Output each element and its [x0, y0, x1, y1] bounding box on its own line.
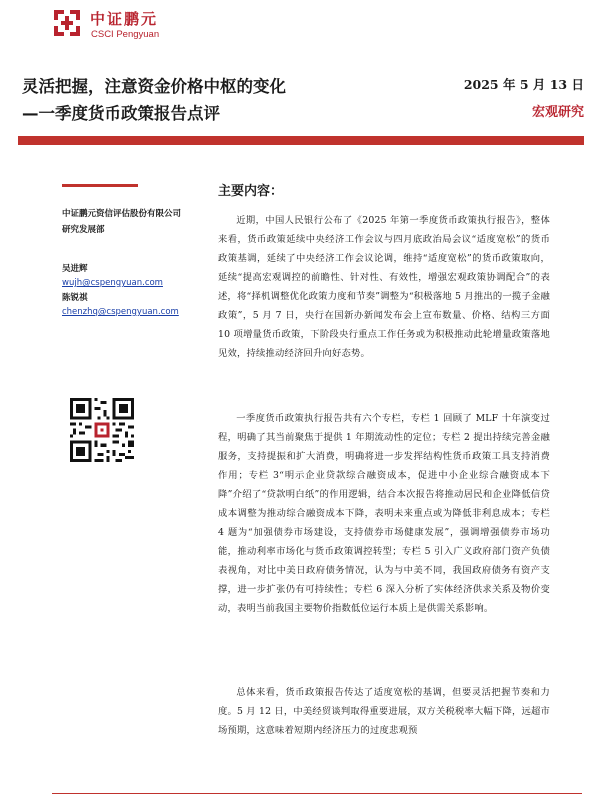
analyst-name: 吴进辉: [62, 264, 88, 274]
org-name: 中证鹏元资信评估股份有限公司: [62, 209, 182, 219]
paragraph: [218, 409, 550, 618]
sidebar-accent-line: [62, 184, 138, 187]
analyst-name: 陈锐祺: [62, 293, 88, 303]
brand-name-en: CSCI Pengyuan: [91, 29, 160, 40]
organization: [62, 206, 202, 238]
analyst-1: [62, 262, 163, 290]
report-date: 2025 年 5 月 13 日: [463, 77, 584, 92]
report-meta: [464, 75, 584, 120]
paragraph: [218, 683, 550, 740]
qr-code-icon: [70, 398, 134, 462]
report-title-line1: 灵活把握，注意资金价格中枢的变化: [22, 77, 286, 96]
analyst-email-link[interactable]: wujh@cspengyuan.com: [62, 278, 163, 288]
header-divider: [18, 136, 584, 145]
csci-logo-icon: [52, 6, 82, 40]
analyst-2: [62, 291, 179, 319]
paragraph-text: 近期，中国人民银行公布了《2025 年第一季度货币政策执行报告》，整体来看，货币政策延续中央经济工作会议与四月底政治局会议“适度宽松”的货币政策基调，延续了中央经济工作会议论调，维持“适度宽松”的货币政策取向，延续“提高宏观调控的前瞻性、针对性、有效性，增强宏观政策协调配合”的表述，将“择机调整优化政策力度和节奏”调整为“积极落地 5 月推出的一揽子金融政策”，5 月 7 日，央行在国新办新闻发布会上宣布数量、价格、结构三方面 10 项增量货币政策，下阶段央行重点工作任务或为积极推动此轮增量政策落地见效，持续推动经济回升向好态势。: [218, 215, 550, 359]
footer-divider: [52, 793, 582, 794]
analyst-email-link[interactable]: chenzhq@cspengyuan.com: [62, 307, 179, 317]
report-header: [0, 0, 600, 66]
paragraph: [218, 211, 550, 363]
report-title-line2: —一季度货币政策报告点评: [22, 104, 220, 123]
paragraph-text: 总体来看，货币政策报告传达了适度宽松的基调，但要灵活把握节奏和力度。5 月 12 日，中美经贸谈判取得重要进展，双方关税税率大幅下降，远超市场预期，这意味着短期内经济压力的过度悲观预: [218, 687, 550, 736]
section-title: 主要内容：: [218, 184, 284, 199]
paragraph-text: 一季度货币政策执行报告共有六个专栏，专栏 1 回顾了 MLF 十年演变过程，明确了其当前聚焦于提供 1 年期流动性的定位；专栏 2 提出持续完善金融服务，支持提振和扩大消费，明确将进一步发挥结构性货币政策工具支持消费作用；专栏 3“明示企业贷款综合融资成本，促进中小企业综合融资成本下降”介绍了“贷款明白纸”的作用逻辑，结合本次报告将推动居民和企业降低信贷成本调整为推动综合融资成本下降，表明未来重点或为降低非利息成本；专栏 4 题为“加强债券市场建设，支持债券市场健康发展”，强调增强债券市场功能，推动利率市场化与货币政策调控转型；专栏 5 引入广义政府部门资产负债表视角，对比中美日政府债务情况，认为与中美不同，我国政府债务有资产支撑，进一步扩张仍有可持续性；专栏 6 深入分析了实体经济供求关系及物价变动，表明当前我国主要物价指数低位运行本质上是供需关系影响。: [218, 413, 550, 614]
org-department: 研究发展部: [62, 225, 105, 235]
report-category: 宏观研究: [531, 105, 584, 120]
brand-name-cn: 中证鹏元: [90, 10, 159, 28]
report-title: [22, 73, 492, 127]
